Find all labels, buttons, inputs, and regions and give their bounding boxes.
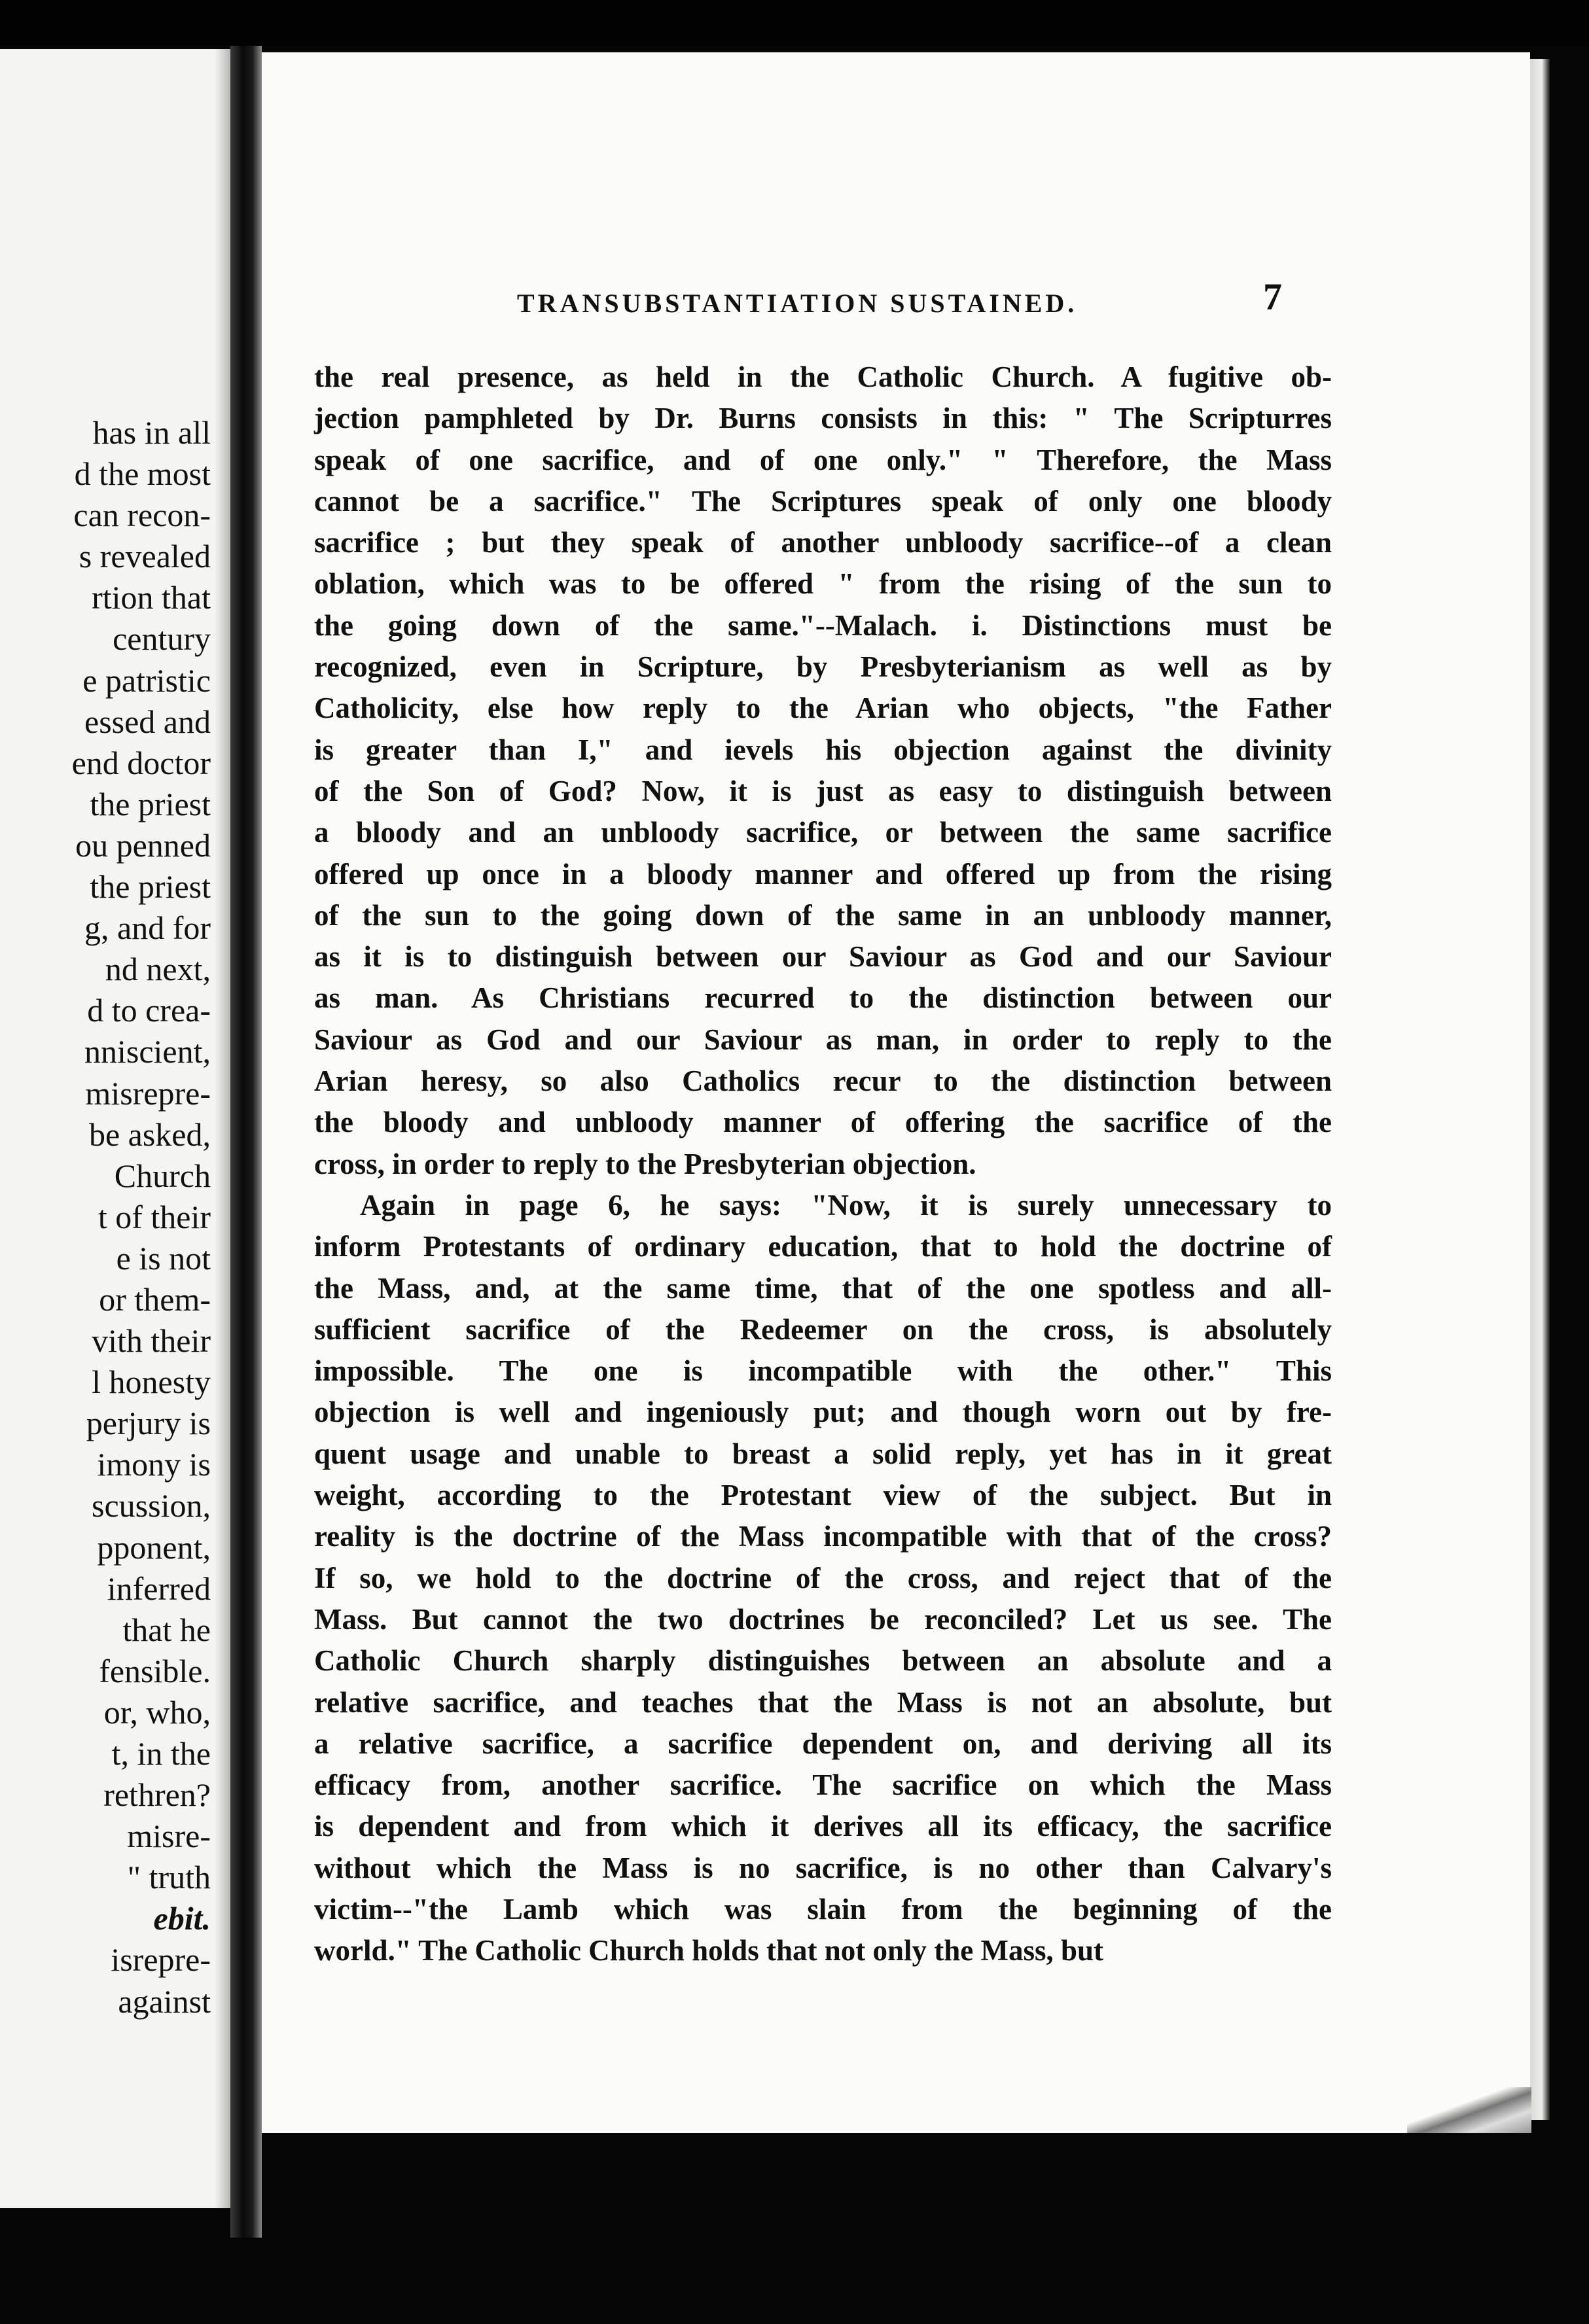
left-page-line: the priest (90, 785, 211, 822)
left-page-line: misre- (127, 1818, 211, 1855)
left-page-line: can recon- (73, 497, 211, 534)
left-page-line: fensible. (99, 1652, 211, 1689)
left-page-line: the priest (90, 868, 211, 906)
left-page-line: or them- (99, 1280, 211, 1318)
body-line: as man. As Christians recurred to the distinction between our (314, 981, 1332, 1015)
body-line: quent usage and unable to breast a solid reply, yet has in it great (314, 1437, 1332, 1470)
left-page-line: against (118, 1982, 211, 2020)
left-page-line: essed and (84, 703, 211, 740)
left-page-line: perjury is (86, 1405, 211, 1442)
body-line: Arian heresy, so also Catholics recur to the distinction between (314, 1065, 1332, 1098)
body-line: the bloody and unbloody manner of offering the sacrifice of the (314, 1106, 1332, 1139)
book-gutter (230, 46, 262, 2238)
body-line: Catholicity, else how reply to the Arian who objects, "the Father (314, 692, 1332, 725)
left-page-line: be asked, (88, 1116, 211, 1153)
left-page-fold-shadow (215, 49, 230, 2208)
left-page-line: or, who, (103, 1693, 211, 1731)
left-page-line: imony is (97, 1446, 211, 1483)
body-line: Again in page 6, he says: "Now, it is surely unnecessary to (360, 1188, 1332, 1222)
body-line: of the sun to the going down of the same in an unbloody manner, (314, 898, 1332, 932)
page-number: 7 (1263, 275, 1282, 318)
left-page-line: rtion that (92, 579, 211, 616)
body-line: efficacy from, another sacrifice. The sacrifice on which the Mass (314, 1769, 1332, 1802)
body-line: of the Son of God? Now, it is just as easy to distinguish between (314, 774, 1332, 807)
left-page-line: Church (114, 1157, 211, 1194)
body-line: a bloody and an unbloody sacrifice, or between the same sacrifice (314, 816, 1332, 849)
body-line: without which the Mass is no sacrifice, is no other than Calvary's (314, 1851, 1332, 1884)
body-line: is greater than I," and ievels his objection against the divinity (314, 733, 1332, 766)
left-page-line: e patristic (82, 661, 211, 699)
right-page-edge (1530, 59, 1550, 2120)
body-line: cross, in order to reply to the Presbyterian objection. (314, 1147, 976, 1180)
body-line: impossible. The one is incompatible with the other." This (314, 1354, 1332, 1388)
left-page-line: scussion, (92, 1487, 211, 1524)
body-line: victim--"the Lamb which was slain from the beginning of the (314, 1892, 1332, 1926)
left-page-line: t, in the (111, 1735, 211, 1772)
left-page-line: pponent, (97, 1528, 211, 1566)
body-line: weight, according to the Protestant view of the subject. But in (314, 1479, 1332, 1512)
body-line: offered up once in a bloody manner and offered up from the rising (314, 857, 1332, 890)
running-head: TRANSUBSTANTIATION SUSTAINED. (517, 289, 1078, 318)
body-line: as it is to distinguish between our Saviour as God and our Saviour (314, 940, 1332, 974)
body-line: Catholic Church sharply distinguishes between an absolute and a (314, 1644, 1332, 1678)
body-line: relative sacrifice, and teaches that the Mass is not an absolute, but (314, 1685, 1332, 1719)
left-page-line: s revealed (79, 538, 211, 575)
left-page-line: misrepre- (85, 1074, 211, 1112)
left-page-line: " truth (127, 1859, 211, 1896)
left-page-line: nd next, (105, 951, 211, 988)
body-line: reality is the doctrine of the Mass incompatible with that of the cross? (314, 1520, 1332, 1553)
left-page-line: nniscient, (84, 1033, 211, 1070)
left-page-line: has in all (92, 414, 211, 451)
body-line: jection pamphleted by Dr. Burns consists in this: " The Scripturres (314, 402, 1332, 435)
body-line: If so, we hold to the doctrine of the cross, and reject that of the (314, 1561, 1332, 1594)
body-line: recognized, even in Scripture, by Presbyterianism as well as by (314, 650, 1332, 684)
left-page-line: inferred (107, 1570, 211, 1607)
left-page-line: t of their (98, 1198, 211, 1235)
left-page-line: g, and for (84, 909, 211, 947)
body-line: oblation, which was to be offered " from the rising of the sun to (314, 567, 1332, 601)
left-page-line: e is not (116, 1239, 211, 1276)
body-line: inform Protestants of ordinary education, that to hold the doctrine of (314, 1230, 1332, 1263)
left-page-line: l honesty (92, 1364, 211, 1401)
left-page-line: rethren? (103, 1776, 211, 1814)
body-line: a relative sacrifice, a sacrifice dependent on, and deriving all its (314, 1727, 1332, 1760)
page-corner-curl (1407, 2087, 1531, 2133)
left-page-line: vith their (92, 1322, 211, 1360)
body-text (314, 357, 1332, 1972)
body-line: the real presence, as held in the Catholic Church. A fugitive ob- (314, 361, 1332, 393)
body-line: objection is well and ingeniously put; and though worn out by fre- (314, 1396, 1332, 1429)
left-page (0, 49, 230, 2208)
left-page-line: d the most (74, 455, 211, 493)
left-page-text (0, 412, 211, 2022)
body-line: Saviour as God and our Saviour as man, in order to reply to the (314, 1023, 1332, 1056)
left-page-line: century (113, 620, 211, 658)
left-page-line: isrepre- (111, 1941, 211, 1979)
body-line: the going down of the same."--Malach. i. Distinctions must be (314, 608, 1332, 642)
left-page-line: ou penned (75, 826, 211, 864)
body-line: speak of one sacrifice, and of one only." " Therefore, the Mass (314, 443, 1332, 476)
body-line: Mass. But cannot the two doctrines be reconciled? Let us see. The (314, 1602, 1332, 1636)
left-page-line: that he (122, 1611, 211, 1648)
body-line: sufficient sacrifice of the Redeemer on the cross, is absolutely (314, 1312, 1332, 1346)
scan-border-top (0, 0, 1589, 46)
body-line: world." The Catholic Church holds that not only the Mass, but (314, 1934, 1104, 1967)
body-line: the Mass, and, at the same time, that of the one spotless and all- (314, 1271, 1332, 1305)
left-page-line: ebit. (153, 1900, 211, 1937)
body-line: sacrifice ; but they speak of another unbloody sacrifice--of a clean (314, 526, 1332, 559)
body-line: is dependent and from which it derives all its efficacy, the sacrifice (314, 1810, 1332, 1843)
left-page-line: d to crea- (87, 992, 211, 1029)
body-line: cannot be a sacrifice." The Scriptures speak of only one bloody (314, 484, 1332, 518)
left-page-line: end doctor (71, 744, 211, 781)
